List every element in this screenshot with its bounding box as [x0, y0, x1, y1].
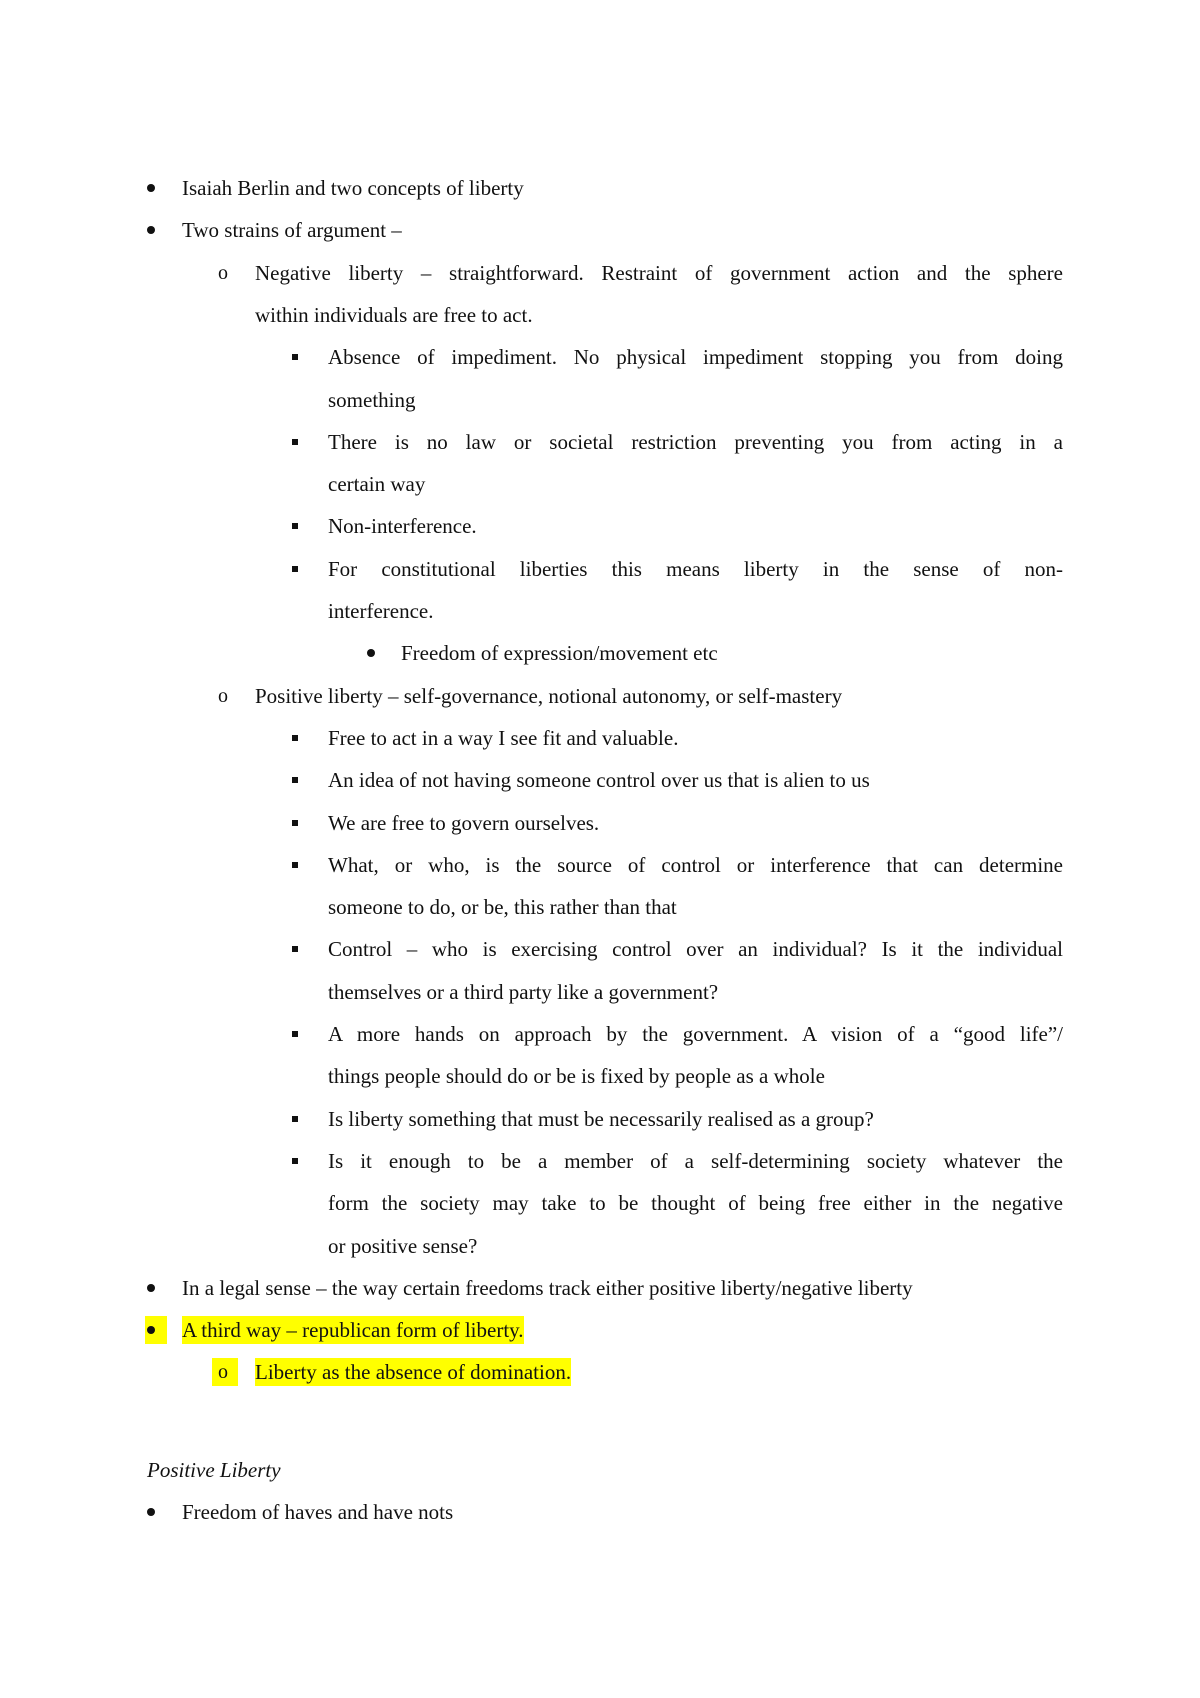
square-bullet-icon — [292, 809, 298, 837]
circle-bullet-icon: o — [218, 261, 228, 284]
list-item-text: Two strains of argument – — [182, 218, 402, 243]
square-bullet-icon — [292, 935, 298, 963]
disc-bullet-icon — [147, 1274, 155, 1302]
list-item-text: certain way — [328, 472, 426, 497]
section-heading: Positive Liberty — [147, 1458, 281, 1482]
square-bullet-icon — [292, 1105, 298, 1133]
square-bullet-icon — [292, 1147, 298, 1175]
list-item-text: Is it enough to be a member of a self-determining society whatever the — [328, 1148, 1063, 1173]
list-item-text: Liberty as the absence of domination. — [255, 1360, 572, 1385]
list-item-text: Control – who is exercising control over an individual? Is it the individual — [328, 937, 1063, 962]
list-item-text: Free to act in a way I see fit and valuable. — [328, 725, 679, 750]
list-item-text: Positive liberty – self-governance, notional autonomy, or self-mastery — [255, 683, 843, 708]
list-item-text: In a legal sense – the way certain freedoms track either positive liberty/negative liberty — [182, 1275, 913, 1300]
list-item-text: Negative liberty – straightforward. Restraint of government action and the sphere — [255, 260, 1063, 285]
disc-bullet-icon — [147, 174, 155, 202]
list-item-text: Absence of impediment. No physical impediment stopping you from doing — [328, 345, 1063, 370]
square-bullet-icon — [292, 724, 298, 752]
list-item-text: A third way – republican form of liberty. — [182, 1318, 524, 1343]
list-item-text: themselves or a third party like a government? — [328, 979, 719, 1004]
square-bullet-icon — [292, 766, 298, 794]
square-bullet-icon — [292, 555, 298, 583]
square-bullet-icon — [292, 1020, 298, 1048]
list-item-text: interference. — [328, 599, 434, 623]
disc-bullet-icon — [367, 639, 375, 667]
circle-bullet-icon: o — [212, 1358, 238, 1386]
list-item-text: An idea of not having someone control over us that is alien to us — [328, 768, 870, 793]
disc-bullet-icon — [145, 1316, 167, 1344]
square-bullet-icon — [292, 428, 298, 456]
circle-bullet-icon: o — [218, 684, 228, 707]
list-item-text: something — [328, 387, 416, 412]
list-item-text: or positive sense? — [328, 1233, 478, 1258]
list-item-text: form the society may take to be thought of being free either in the negative — [328, 1191, 1063, 1216]
list-item-text: What, or who, is the source of control or interference that can determine — [328, 852, 1063, 877]
list-item-text: Isaiah Berlin and two concepts of liberty — [182, 176, 524, 200]
disc-bullet-icon — [147, 1498, 155, 1526]
square-bullet-icon — [292, 512, 298, 540]
list-item-text: within individuals are free to act. — [255, 302, 533, 327]
list-item-text: A more hands on approach by the government. A vision of a “good life”/ — [328, 1022, 1063, 1046]
list-item-text: Is liberty something that must be necessarily realised as a group? — [328, 1106, 874, 1131]
list-item-text: For constitutional liberties this means liberty in the sense of non- — [328, 556, 1063, 581]
disc-bullet-icon — [147, 216, 155, 244]
square-bullet-icon — [292, 343, 298, 371]
list-item-text: things people should do or be is fixed by people as a whole — [328, 1064, 825, 1089]
list-item-text: There is no law or societal restriction preventing you from acting in a — [328, 429, 1063, 454]
list-item-text: Non-interference. — [328, 514, 477, 539]
list-item-text: Freedom of haves and have nots — [182, 1500, 454, 1525]
list-item-text: Freedom of expression/movement etc — [401, 641, 718, 666]
square-bullet-icon — [292, 851, 298, 879]
list-item-text: someone to do, or be, this rather than that — [328, 895, 677, 920]
list-item-text: We are free to govern ourselves. — [328, 810, 600, 835]
